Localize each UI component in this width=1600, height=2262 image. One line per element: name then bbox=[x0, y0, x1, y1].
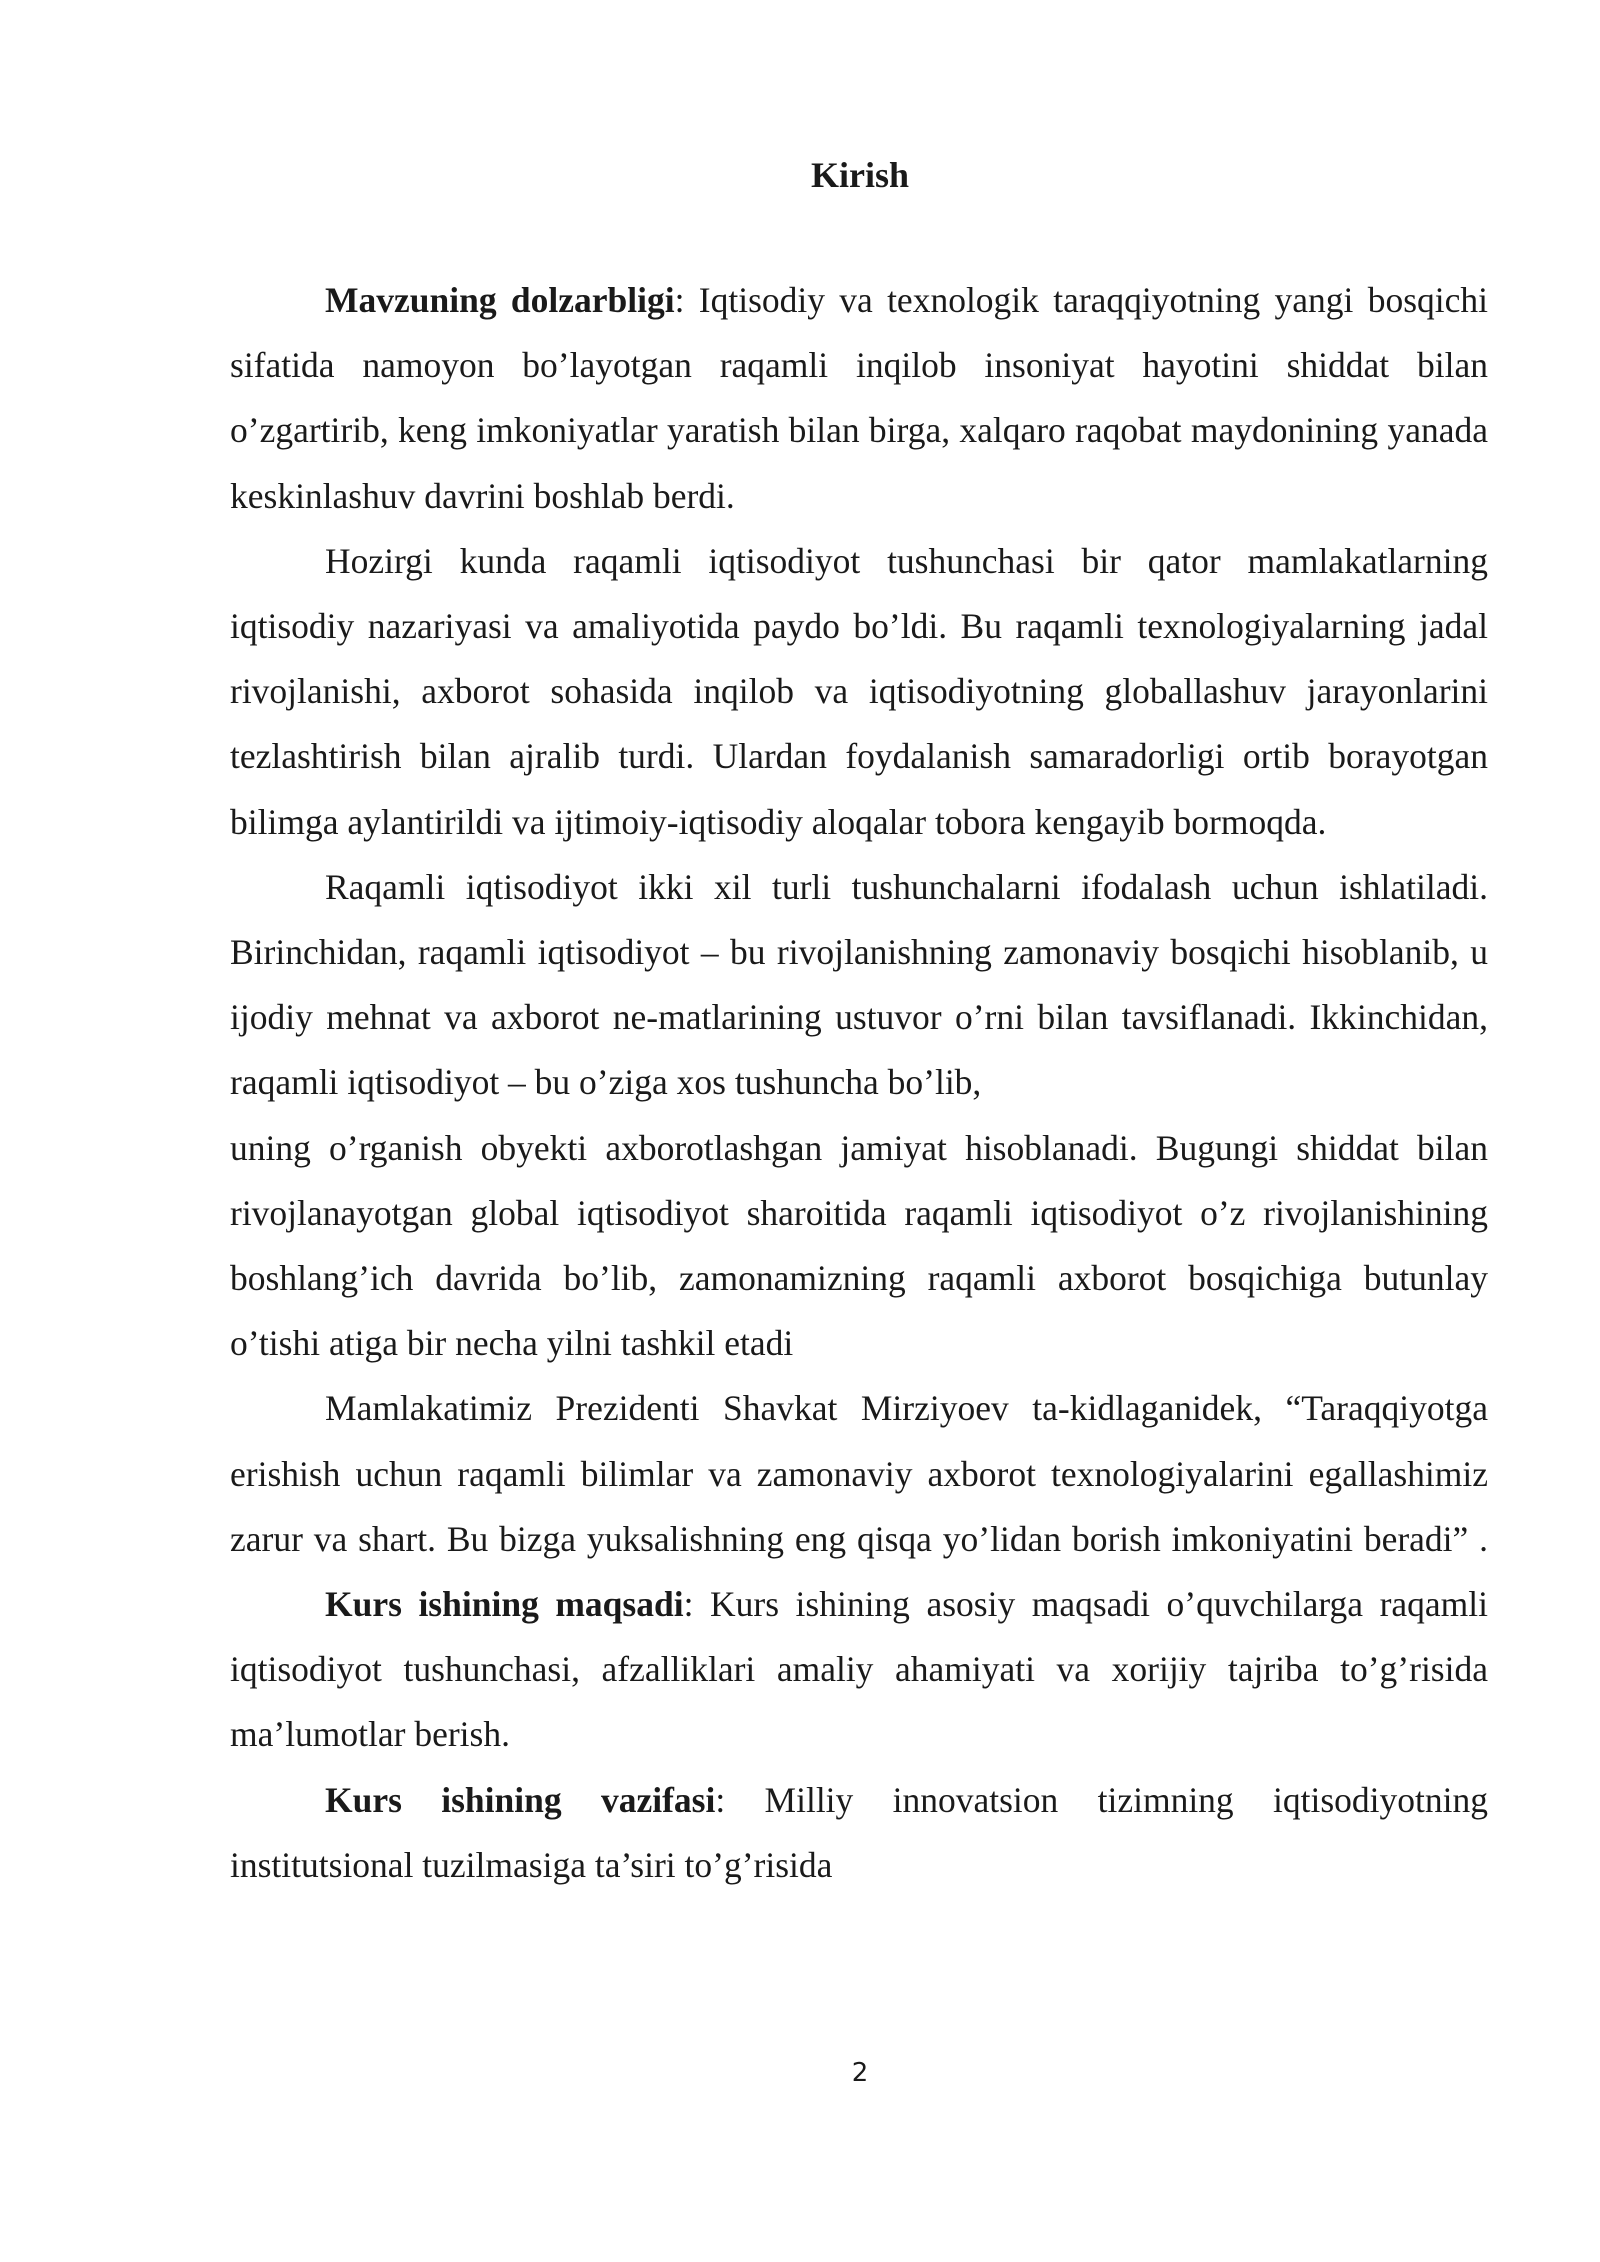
label-separator: : bbox=[674, 280, 699, 320]
paragraph-text: Raqamli iqtisodiyot ikki xil turli tushunchalarni ifodalash uchun ishlatiladi. Birinchidan, raqamli iqtisodiyot – bu rivojlanishning zamonaviy bosqichi hisoblanib, u ijodiy mehnat va axborot ne-matlarining ustuvor o’rni bilan tavsiflanadi. Ikkinchidan, raqamli iqtisodiyot – bu o’ziga xos tushuncha bo’lib, bbox=[230, 866, 1488, 1103]
paragraph-label-task: Kurs ishining vazifasi bbox=[325, 1779, 716, 1820]
paragraph-president-quote bbox=[230, 1376, 1488, 1572]
paragraph-text: uning o’rganish obyekti axborotlashgan jamiyat hisoblanadi. Bugungi shiddat bilan rivojlanayotgan global iqtisodiyot sharoitida raqamli iqtisodiyot o’z rivojlanishining boshlang’ich davrida bo’lib, zamonamizning raqamli axborot bosqichiga butunlay o’tishi atiga bir necha yilni tashkil etadi bbox=[230, 1127, 1488, 1364]
paragraph-text: Milliy innovatsion tizimning iqtisodiyotning institutsional tuzilmasiga ta’siri to’g’risida bbox=[230, 1779, 1488, 1885]
paragraph-label-relevance: Mavzuning dolzarbligi bbox=[325, 280, 675, 320]
paragraph-text: Kurs ishining asosiy maqsadi o’quvchilarga raqamli iqtisodiyot tushunchasi, afzalliklari amaliy ahamiyati va xorijiy tajriba to’g’risida ma’lumotlar berish. bbox=[230, 1584, 1488, 1755]
page-title: Kirish bbox=[810, 155, 909, 195]
paragraph-text: Mamlakatimiz Prezidenti Shavkat Mirziyoev ta-kidlaganidek, “Taraqqiyotga erishish uchun raqamli bilimlar va zamonaviy axborot texnologiyalarini egallashimiz zarur va shart. Bu bizga yuksalishning eng qisqa yo’lidan borish imkoniyatini beradi” . bbox=[230, 1388, 1488, 1559]
paragraph-relevance bbox=[230, 268, 1488, 529]
paragraph-two-concepts bbox=[230, 855, 1488, 1116]
paragraph-label-goal: Kurs ishining maqsadi bbox=[325, 1584, 684, 1625]
paragraph-digital-economy-concept bbox=[230, 529, 1488, 855]
page-number: 2 bbox=[851, 2058, 869, 2088]
paragraph-course-goal bbox=[230, 1572, 1488, 1768]
paragraph-text: Iqtisodiy va texnologik taraqqiyotning yangi bosqichi sifatida namoyon bo’layotgan raqamli inqilob insoniyat hayotini shiddat bilan o’zgartirib, keng imkoniyatlar yaratish bilan birga, xalqaro raqobat maydonining yanada keskinlashuv davrini boshlab berdi. bbox=[230, 280, 1488, 516]
label-separator: : bbox=[683, 1584, 710, 1625]
paragraph-text: Hozirgi kunda raqamli iqtisodiyot tushunchasi bir qator mamlakatlarning iqtisodiy nazariyasi va amaliyotida paydo bo’ldi. Bu raqamli texnologiyalarning jadal rivojlanishi, axborot sohasida inqilob va iqtisodiyotning globallashuv jarayonlarini tezlashtirish bilan ajralib turdi. Ulardan foydalanish samaradorligi ortib borayotgan bilimga aylantirildi va ijtimoiy-iqtisodiy aloqalar tobora kengayib bormoqda. bbox=[230, 540, 1488, 842]
label-separator: : bbox=[715, 1779, 765, 1820]
paragraph-course-task bbox=[230, 1768, 1488, 1898]
paragraph-two-concepts-continuation bbox=[230, 1116, 1488, 1377]
document-body bbox=[230, 268, 1488, 1898]
